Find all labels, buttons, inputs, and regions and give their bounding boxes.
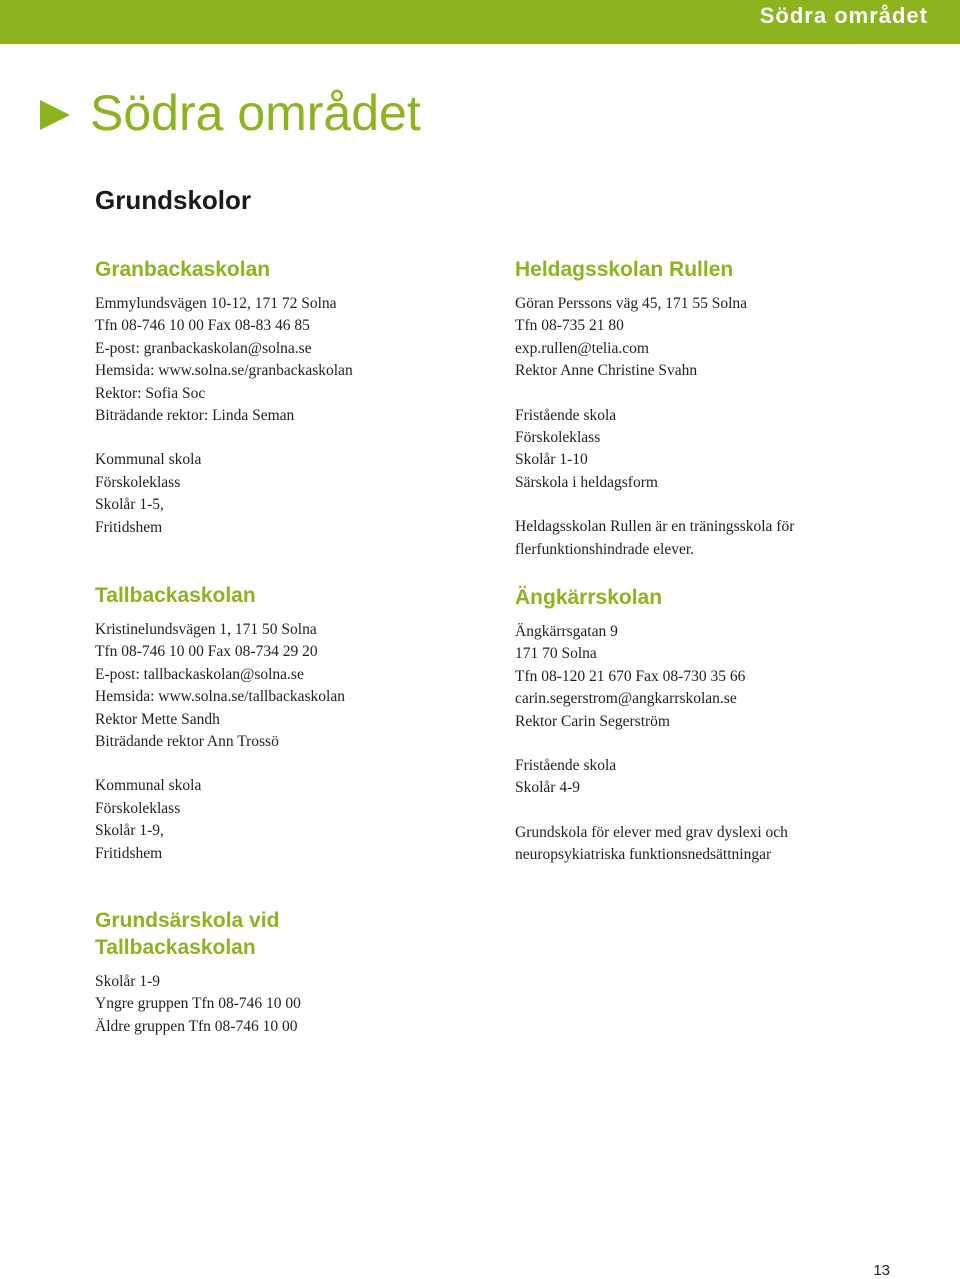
deputy-principal-line: Biträdande rektor Ann Trossö (95, 733, 279, 751)
phone-line: Tfn 08-120 21 670 Fax 08-730 35 66 (515, 667, 746, 685)
email-line: carin.segerstrom@angkarrskolan.se (515, 690, 737, 708)
header-band (0, 0, 960, 44)
header-band-title: Södra området (759, 3, 928, 28)
school-name-line-1: Grundsärskola vid (95, 909, 280, 932)
address-line: Emmylundsvägen 10-12, 171 72 Solna (95, 295, 337, 312)
school-info-line: Särskola i heldagsform (515, 473, 658, 491)
page-heading (40, 78, 421, 148)
school-info-line: Skolår 1-9, (95, 822, 164, 840)
school-info-line: Fritidshem (95, 844, 163, 862)
address-line: 171 70 Solna (515, 645, 597, 663)
website-line: Hemsida: www.solna.se/granbackaskolan (95, 362, 353, 380)
page-title: Södra området (90, 85, 421, 141)
school-tallbackaskolan (95, 582, 515, 865)
school-info-line: Fristående skola (515, 757, 617, 775)
address-line: Ängkärrsgatan 9 (515, 623, 618, 640)
phone-line: Tfn 08-746 10 00 Fax 08-734 29 20 (95, 643, 318, 661)
school-info-line: Kommunal skola (95, 777, 202, 795)
school-info-line: Förskoleklass (95, 799, 181, 817)
school-info-line: Förskoleklass (95, 473, 181, 491)
phone-line: Yngre gruppen Tfn 08-746 10 00 (95, 995, 301, 1013)
school-name (95, 907, 515, 961)
email-line: E-post: tallbackaskolan@solna.se (95, 665, 304, 683)
school-heldagsskolan-rullen (515, 256, 935, 561)
principal-line: Rektor: Sofia Soc (95, 384, 206, 402)
email-line: E-post: granbackaskolan@solna.se (95, 339, 312, 357)
school-name: Tallbackaskolan (95, 584, 256, 607)
school-name: Granbackaskolan (95, 258, 271, 281)
school-info-line: Skolår 1-5, (95, 496, 164, 514)
email-line: exp.rullen@telia.com (515, 339, 649, 357)
phone-line: Tfn 08-735 21 80 (515, 317, 624, 335)
deputy-principal-line: Biträdande rektor: Linda Seman (95, 407, 295, 425)
school-grundsarskola (95, 907, 515, 1038)
school-info-line: Förskoleklass (515, 429, 601, 447)
school-info-line: Fristående skola (515, 406, 617, 424)
phone-line: Äldre gruppen Tfn 08-746 10 00 (95, 1017, 298, 1035)
description-line: Grundskola för elever med grav dyslexi och (515, 823, 788, 841)
section-title: Grundskolor (95, 185, 252, 215)
principal-line: Rektor Carin Segerström (515, 712, 670, 730)
school-info-line: Skolår 4-9 (515, 779, 581, 797)
principal-line: Rektor Mette Sandh (95, 710, 220, 728)
arrow-right-icon (40, 100, 70, 130)
address-line: Göran Perssons väg 45, 171 55 Solna (515, 295, 748, 312)
address-line: Kristinelundsvägen 1, 171 50 Solna (95, 621, 317, 638)
description-line: neuropsykiatriska funktionsnedsättningar (515, 846, 772, 864)
phone-line: Tfn 08-746 10 00 Fax 08-83 46 85 (95, 317, 310, 335)
description-line: Heldagsskolan Rullen är en träningsskola för (515, 518, 795, 536)
school-info-line: Fritidshem (95, 518, 163, 536)
page-number: 13 (873, 1262, 890, 1279)
principal-line: Rektor Anne Christine Svahn (515, 362, 698, 380)
school-name: Heldagsskolan Rullen (515, 258, 734, 281)
school-info-line: Kommunal skola (95, 451, 202, 469)
description-line: flerfunktionshindrade elever. (515, 540, 695, 558)
school-granbackaskolan (95, 256, 515, 539)
website-line: Hemsida: www.solna.se/tallbackaskolan (95, 688, 345, 706)
school-name: Ängkärrskolan (515, 586, 663, 609)
school-angkarrskolan (515, 584, 935, 867)
school-info-line: Skolår 1-9 (95, 973, 161, 990)
school-name-line-2: Tallbackaskolan (95, 936, 256, 959)
school-info-line: Skolår 1-10 (515, 451, 588, 469)
